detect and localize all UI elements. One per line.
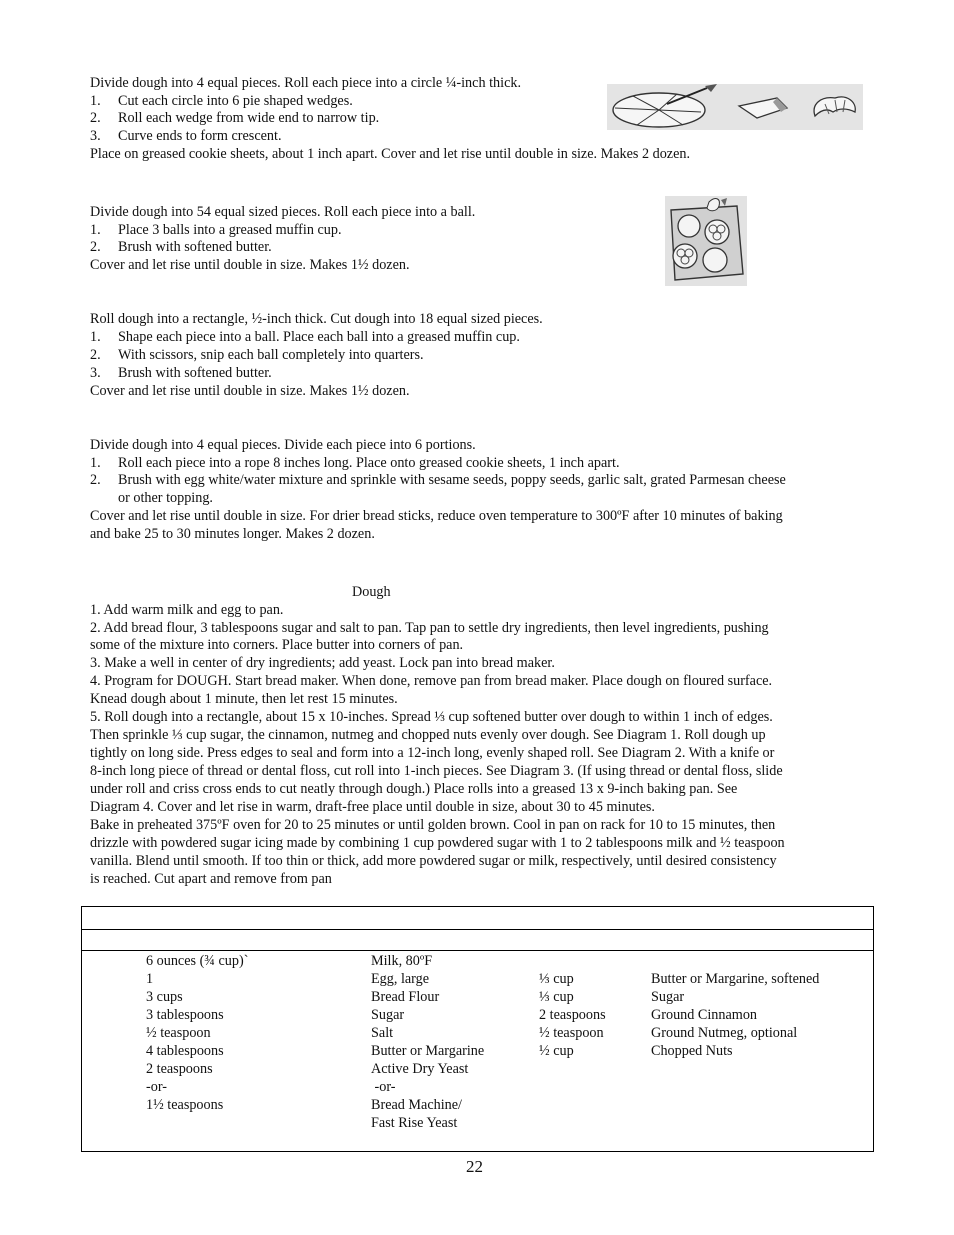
dough-line: under roll and criss cross ends to cut neatly through dough.) Place rolls into a greased 13 x 9-inch baking pan. See (90, 781, 738, 797)
crescent-step-2: 2. Roll each wedge from wide end to narrow tip. (90, 110, 380, 126)
dough-line: some of the mixture into corners. Place butter into corners of pan. (90, 637, 464, 653)
muffin-pan-illustration (665, 196, 747, 286)
ingredient-item: Egg, large (371, 971, 430, 987)
step-text: Curve ends to form crescent. (118, 128, 282, 144)
dough-line: 1. Add warm milk and egg to pan. (90, 602, 284, 618)
ingredient-item: Bread Machine/ (371, 1097, 462, 1113)
ingredient-amount: 3 tablespoons (146, 1007, 224, 1023)
crescent-illustration (607, 82, 863, 132)
dough-line: Bake in preheated 375ºF oven for 20 to 25 minutes or until golden brown. Cool in pan on rack for 10 to 15 minutes, then (90, 817, 776, 833)
dough-line: Knead dough about 1 minute, then let rest 15 minutes. (90, 691, 398, 707)
cloverleaf-step-2: 2. Brush with softened butter. (90, 239, 272, 255)
breadsticks-step-1: 1. Roll each piece into a rope 8 inches long. Place onto greased cookie sheets, 1 inch apart. (90, 455, 620, 471)
dough-line: is reached. Cut apart and remove from pan (90, 871, 332, 887)
dough-line: vanilla. Blend until smooth. If too thin or thick, add more powdered sugar or milk, respectively, until desired consistency (90, 853, 777, 869)
filling-amount: ½ cup (539, 1043, 574, 1059)
ingredient-item: Sugar (371, 1007, 405, 1023)
title-rule (82, 929, 873, 930)
ingredient-amount: 3 cups (146, 989, 183, 1005)
header-rule (82, 950, 873, 951)
snipped-step-3: 3. Brush with softened butter. (90, 365, 272, 381)
crescent-outro: Place on greased cookie sheets, about 1 inch apart. Cover and let rise until double in size. Makes 2 dozen. (90, 146, 691, 162)
snipped-step-1: 1. Shape each piece into a ball. Place each ball into a greased muffin cup. (90, 329, 520, 345)
step-text: With scissors, snip each ball completely into quarters. (118, 347, 424, 363)
filling-item: Ground Cinnamon (651, 1007, 758, 1023)
dough-line: 8-inch long piece of thread or dental floss, cut roll into 1-inch pieces. See Diagram 3. (If using thread or dental floss, slide (90, 763, 783, 779)
crescent-step-3: 3. Curve ends to form crescent. (90, 128, 282, 144)
dough-line: 3. Make a well in center of dry ingredients; add yeast. Lock pan into bread maker. (90, 655, 555, 671)
dough-line: tightly on long side. Press edges to seal and form into a 12-inch long, evenly shaped roll. See Diagram 2. With a knife or (90, 745, 775, 761)
step-text: Cut each circle into 6 pie shaped wedges. (118, 93, 353, 109)
breadsticks-step-2: 2. Brush with egg white/water mixture and sprinkle with sesame seeds, poppy seeds, garlic salt, grated Parmesan cheese (90, 472, 786, 488)
snipped-step-2: 2. With scissors, snip each ball completely into quarters. (90, 347, 424, 363)
ingredient-amount: 6 ounces (¾ cup)` (146, 953, 249, 969)
cloverleaf-outro: Cover and let rise until double in size. Makes 1½ dozen. (90, 257, 410, 273)
step-text: Roll each wedge from wide end to narrow tip. (118, 110, 380, 126)
step-text: Brush with softened butter. (118, 239, 272, 255)
filling-amount: 2 teaspoons (539, 1007, 606, 1023)
ingredient-amount: 2 teaspoons (146, 1061, 213, 1077)
step-text: Place 3 balls into a greased muffin cup. (118, 222, 342, 238)
ingredient-item: Fast Rise Yeast (371, 1115, 458, 1131)
cloverleaf-intro: Divide dough into 54 equal sized pieces. Roll each piece into a ball. (90, 204, 476, 220)
dough-line: Diagram 4. Cover and let rise in warm, draft-free place until double in size, about 30 to 45 minutes. (90, 799, 655, 815)
filling-amount: ½ teaspoon (539, 1025, 604, 1041)
ingredient-item: Bread Flour (371, 989, 440, 1005)
ingredient-amount: 1 (146, 971, 154, 987)
filling-item: Sugar (651, 989, 685, 1005)
ingredient-amount: ½ teaspoon (146, 1025, 211, 1041)
filling-item: Butter or Margarine, softened (651, 971, 820, 987)
dough-line: Then sprinkle ⅓ cup sugar, the cinnamon, nutmeg and chopped nuts evenly over dough. See Diagram 1. Roll dough up (90, 727, 766, 743)
step-text: Brush with egg white/water mixture and sprinkle with sesame seeds, poppy seeds, garlic salt, grated Parmesan cheese (118, 472, 786, 488)
ingredient-item: Milk, 80ºF (371, 953, 433, 969)
ingredient-amount: -or- (146, 1079, 167, 1095)
dough-line: drizzle with powdered sugar icing made by combining 1 cup powdered sugar with 1 to 2 tablespoons milk and ½ teaspoon (90, 835, 785, 851)
ingredients-box (81, 906, 874, 1152)
dough-line: 5. Roll dough into a rectangle, about 15 x 10-inches. Spread ⅓ cup softened butter over dough to within 1 inch of edges. (90, 709, 773, 725)
dough-label: Dough (352, 584, 391, 600)
ingredient-item: Butter or Margarine (371, 1043, 485, 1059)
step-text: Roll each piece into a rope 8 inches long. Place onto greased cookie sheets, 1 inch apart. (118, 455, 620, 471)
ingredient-item: -or- (371, 1079, 396, 1095)
breadsticks-intro: Divide dough into 4 equal pieces. Divide each piece into 6 portions. (90, 437, 476, 453)
filling-amount: ⅓ cup (539, 989, 574, 1005)
filling-amount: ⅓ cup (539, 971, 574, 987)
ingredient-item: Active Dry Yeast (371, 1061, 469, 1077)
snipped-intro: Roll dough into a rectangle, ½-inch thick. Cut dough into 18 equal sized pieces. (90, 311, 543, 327)
page-number: 22 (466, 1157, 483, 1176)
ingredient-item: Salt (371, 1025, 394, 1041)
crescent-step-1: 1. Cut each circle into 6 pie shaped wedges. (90, 93, 353, 109)
snipped-outro: Cover and let rise until double in size. Makes 1½ dozen. (90, 383, 410, 399)
breadsticks-outro: Cover and let rise until double in size. For drier bread sticks, reduce oven temperature to 300ºF after 10 minutes of baking (90, 508, 783, 524)
cloverleaf-step-1: 1. Place 3 balls into a greased muffin cup. (90, 222, 342, 238)
ingredient-amount: 1½ teaspoons (146, 1097, 224, 1113)
filling-item: Chopped Nuts (651, 1043, 733, 1059)
step-text: Shape each piece into a ball. Place each ball into a greased muffin cup. (118, 329, 520, 345)
step-text: Brush with softened butter. (118, 365, 272, 381)
breadsticks-step-2-cont: or other topping. (118, 490, 213, 506)
filling-item: Ground Nutmeg, optional (651, 1025, 798, 1041)
dough-line: 4. Program for DOUGH. Start bread maker. When done, remove pan from bread maker. Place dough on floured surface. (90, 673, 773, 689)
ingredient-amount: 4 tablespoons (146, 1043, 224, 1059)
breadsticks-outro-cont: and bake 25 to 30 minutes longer. Makes 2 dozen. (90, 526, 375, 542)
crescent-intro: Divide dough into 4 equal pieces. Roll each piece into a circle ¼-inch thick. (90, 75, 522, 91)
dough-line: 2. Add bread flour, 3 tablespoons sugar and salt to pan. Tap pan to settle dry ingredients, then level ingredients, pushing (90, 620, 769, 636)
